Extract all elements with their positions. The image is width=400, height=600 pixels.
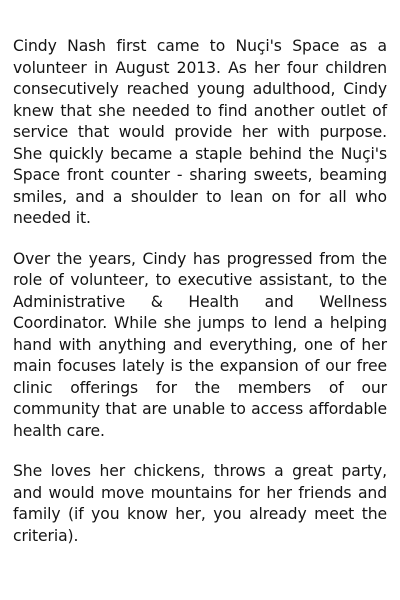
bio-paragraph-3: She loves her chickens, throws a great party, and would move mountains for her friends and family (if you know her, you already meet the criteria). (13, 462, 387, 545)
bio-paragraph-1: Cindy Nash first came to Nuçi's Space as a volunteer in August 2013. As her four children consecutively reached young adulthood, Cindy knew that she needed to find another outlet of service that would provide her with purpose. She quickly became a staple behind the Nuçi's Space front counter - sharing sweets, beaming smiles, and a shoulder to lean on for all who needed it. (13, 37, 387, 227)
bio-text-block (13, 36, 387, 547)
bio-paragraph-2: Over the years, Cindy has progressed from the role of volunteer, to executive assistant, to the Administrative & Health and Wellness Coordinator. While she jumps to lend a helping hand with anything and everything, one of her main focuses lately is the expansion of our free clinic offerings for the members of our community that are unable to access affordable health care. (13, 249, 387, 440)
